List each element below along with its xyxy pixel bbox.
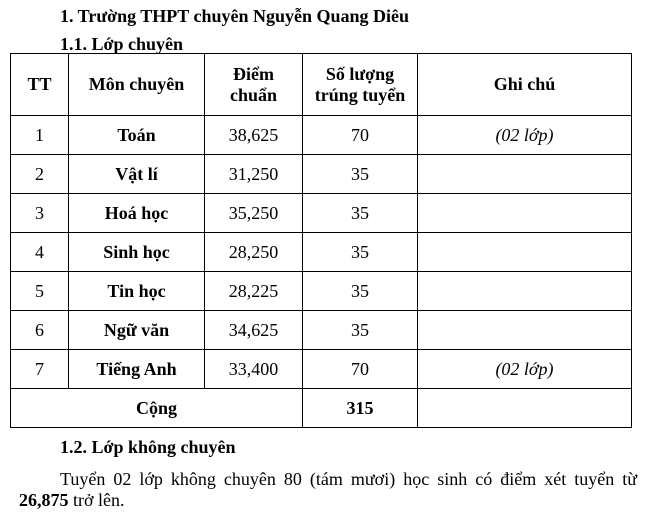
table-row: [11, 116, 632, 155]
header-count: [303, 54, 418, 116]
table-row: [11, 194, 632, 233]
table-total-row: [11, 389, 632, 428]
header-count-line2: trúng tuyển: [314, 84, 406, 105]
table-row: [11, 155, 632, 194]
header-count-line1: Số lượng: [325, 63, 395, 84]
cell-tt: 6: [11, 311, 69, 350]
table-row: [11, 350, 632, 389]
total-label: Cộng: [11, 389, 303, 428]
cell-count: 70: [303, 350, 418, 389]
cell-note: [418, 311, 632, 350]
cell-score: 28,250: [205, 233, 303, 272]
cell-tt: 1: [11, 116, 69, 155]
total-value: 315: [303, 389, 418, 428]
header-note: Ghi chú: [418, 54, 632, 116]
cell-score: 28,225: [205, 272, 303, 311]
admission-scores-table: [10, 53, 632, 428]
table-row: [11, 272, 632, 311]
table-row: [11, 311, 632, 350]
subsection-title-specialized: 1.1. Lớp chuyên: [60, 34, 183, 54]
cell-score: 31,250: [205, 155, 303, 194]
cell-note: [418, 233, 632, 272]
cell-score: 38,625: [205, 116, 303, 155]
cell-subject: Tiếng Anh: [69, 350, 205, 389]
table-header-row: [11, 54, 632, 116]
cell-note: (02 lớp): [418, 350, 632, 389]
cell-tt: 2: [11, 155, 69, 194]
table-row: [11, 233, 632, 272]
cell-subject: Toán: [69, 116, 205, 155]
cell-note: [418, 272, 632, 311]
cell-tt: 3: [11, 194, 69, 233]
paragraph-line-2: [19, 490, 125, 511]
subsection-title-regular: 1.2. Lớp không chuyên: [60, 437, 236, 457]
cell-score: 34,625: [205, 311, 303, 350]
cell-count: 35: [303, 194, 418, 233]
cell-tt: 4: [11, 233, 69, 272]
header-score: [205, 54, 303, 116]
cell-subject: Sinh học: [69, 233, 205, 272]
cell-count: 70: [303, 116, 418, 155]
header-tt: TT: [11, 54, 69, 116]
header-score-line2: chuẩn: [229, 84, 278, 105]
cell-count: 35: [303, 233, 418, 272]
cell-note: [418, 155, 632, 194]
cell-score: 33,400: [205, 350, 303, 389]
header-score-line1: Điểm: [233, 63, 274, 84]
cell-count: 35: [303, 311, 418, 350]
cell-count: 35: [303, 272, 418, 311]
cell-note: [418, 194, 632, 233]
cell-note: (02 lớp): [418, 116, 632, 155]
cell-subject: Ngữ văn: [69, 311, 205, 350]
paragraph-tail: trở lên.: [68, 490, 125, 510]
cell-tt: 7: [11, 350, 69, 389]
cell-subject: Hoá học: [69, 194, 205, 233]
cell-count: 35: [303, 155, 418, 194]
cell-score: 35,250: [205, 194, 303, 233]
cell-subject: Tin học: [69, 272, 205, 311]
cell-subject: Vật lí: [69, 155, 205, 194]
paragraph-min-score: 26,875: [19, 490, 69, 510]
paragraph-line-1: Tuyển 02 lớp không chuyên 80 (tám mươi) học sinh có điểm xét tuyển từ: [60, 469, 637, 489]
cell-tt: 5: [11, 272, 69, 311]
header-subject: Môn chuyên: [69, 54, 205, 116]
section-title: 1. Trường THPT chuyên Nguyễn Quang Diêu: [60, 6, 410, 26]
total-note-empty: [418, 389, 632, 428]
